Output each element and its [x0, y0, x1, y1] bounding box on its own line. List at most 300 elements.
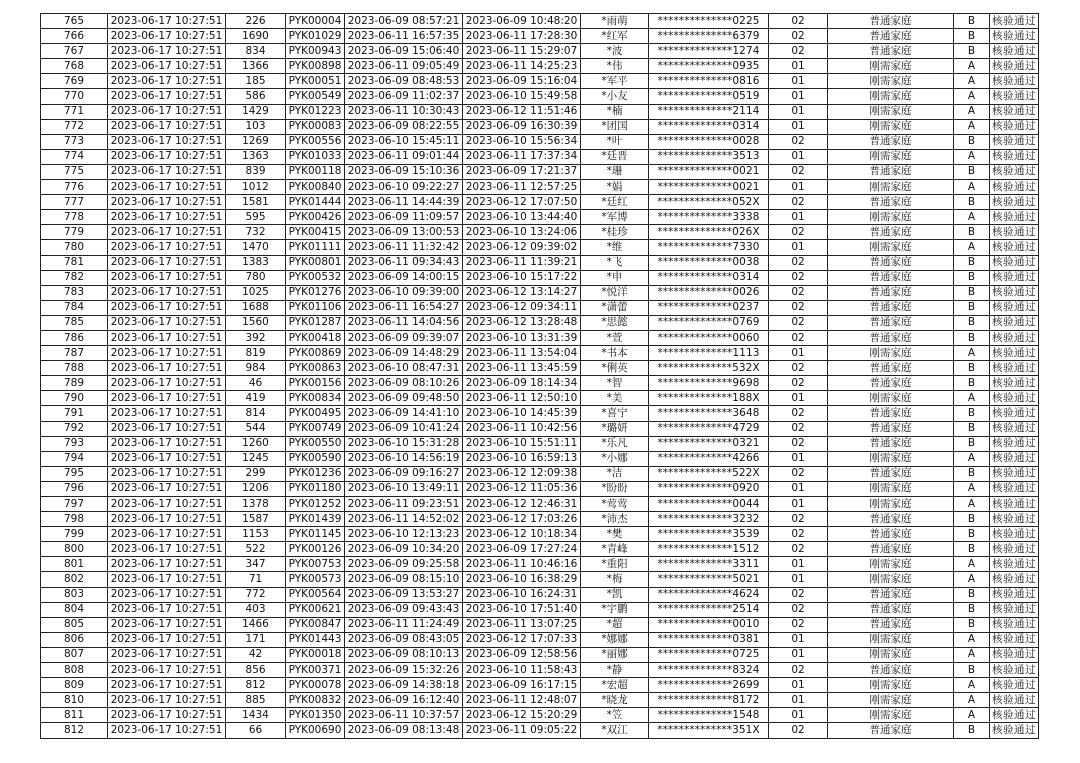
category-cell: 普通家庭	[828, 723, 954, 738]
id-number-cell: **************2114	[649, 104, 769, 119]
id-number-cell: **************3311	[649, 557, 769, 572]
type-code-cell: 02	[769, 436, 828, 451]
seq-cell: 789	[41, 376, 108, 391]
start-time-cell: 2023-06-09 13:53:27	[345, 587, 463, 602]
table-row	[41, 436, 1039, 451]
name-cell: *丽娜	[581, 647, 649, 662]
code-cell: PYK01180	[286, 481, 345, 496]
grade-cell: B	[954, 587, 990, 602]
type-code-cell: 01	[769, 74, 828, 89]
category-cell: 普通家庭	[828, 466, 954, 481]
end-time-cell: 2023-06-12 15:20:29	[463, 708, 581, 723]
apply-time-cell: 2023-06-17 10:27:51	[108, 708, 226, 723]
name-cell: *悦洋	[581, 285, 649, 300]
grade-cell: B	[954, 361, 990, 376]
grade-cell: A	[954, 647, 990, 662]
name-cell: *楠	[581, 104, 649, 119]
score-cell: 984	[226, 361, 286, 376]
grade-cell: A	[954, 119, 990, 134]
code-cell: PYK01443	[286, 632, 345, 647]
name-cell: *俐英	[581, 361, 649, 376]
score-cell: 772	[226, 587, 286, 602]
end-time-cell: 2023-06-11 12:57:25	[463, 180, 581, 195]
end-time-cell: 2023-06-11 12:48:07	[463, 693, 581, 708]
table-row	[41, 587, 1039, 602]
document-sheet	[40, 13, 1038, 739]
seq-cell: 781	[41, 255, 108, 270]
table-row	[41, 663, 1039, 678]
code-cell: PYK00749	[286, 421, 345, 436]
seq-cell: 765	[41, 14, 108, 29]
category-cell: 刚需家庭	[828, 391, 954, 406]
type-code-cell: 01	[769, 59, 828, 74]
grade-cell: A	[954, 180, 990, 195]
grade-cell: B	[954, 466, 990, 481]
id-number-cell: **************6379	[649, 29, 769, 44]
table-row	[41, 104, 1039, 119]
type-code-cell: 01	[769, 451, 828, 466]
id-number-cell: **************3539	[649, 527, 769, 542]
apply-time-cell: 2023-06-17 10:27:51	[108, 119, 226, 134]
start-time-cell: 2023-06-09 14:38:18	[345, 678, 463, 693]
type-code-cell: 02	[769, 527, 828, 542]
type-code-cell: 02	[769, 29, 828, 44]
name-cell: *静	[581, 663, 649, 678]
start-time-cell: 2023-06-11 14:52:02	[345, 512, 463, 527]
seq-cell: 787	[41, 346, 108, 361]
code-cell: PYK01111	[286, 240, 345, 255]
end-time-cell: 2023-06-10 16:24:31	[463, 587, 581, 602]
apply-time-cell: 2023-06-17 10:27:51	[108, 602, 226, 617]
name-cell: *美	[581, 391, 649, 406]
grade-cell: B	[954, 512, 990, 527]
end-time-cell: 2023-06-11 15:29:07	[463, 44, 581, 59]
name-cell: *盼盼	[581, 481, 649, 496]
code-cell: PYK01439	[286, 512, 345, 527]
code-cell: PYK00556	[286, 134, 345, 149]
start-time-cell: 2023-06-09 10:34:20	[345, 542, 463, 557]
code-cell: PYK00126	[286, 542, 345, 557]
category-cell: 普通家庭	[828, 285, 954, 300]
code-cell: PYK00801	[286, 255, 345, 270]
start-time-cell: 2023-06-11 11:32:42	[345, 240, 463, 255]
category-cell: 普通家庭	[828, 527, 954, 542]
grade-cell: B	[954, 617, 990, 632]
table-row	[41, 180, 1039, 195]
apply-time-cell: 2023-06-17 10:27:51	[108, 59, 226, 74]
status-cell: 核验通过	[990, 451, 1039, 466]
start-time-cell: 2023-06-09 08:57:21	[345, 14, 463, 29]
end-time-cell: 2023-06-10 16:38:29	[463, 572, 581, 587]
table-row	[41, 270, 1039, 285]
apply-time-cell: 2023-06-17 10:27:51	[108, 723, 226, 738]
seq-cell: 778	[41, 210, 108, 225]
end-time-cell: 2023-06-10 13:24:06	[463, 225, 581, 240]
type-code-cell: 02	[769, 225, 828, 240]
start-time-cell: 2023-06-11 10:30:43	[345, 104, 463, 119]
id-number-cell: **************0026	[649, 285, 769, 300]
code-cell: PYK00869	[286, 346, 345, 361]
score-cell: 839	[226, 164, 286, 179]
grade-cell: A	[954, 59, 990, 74]
name-cell: *团国	[581, 119, 649, 134]
grade-cell: B	[954, 300, 990, 315]
score-cell: 347	[226, 557, 286, 572]
end-time-cell: 2023-06-11 13:45:59	[463, 361, 581, 376]
status-cell: 核验通过	[990, 602, 1039, 617]
id-number-cell: **************1274	[649, 44, 769, 59]
id-number-cell: **************0028	[649, 134, 769, 149]
category-cell: 普通家庭	[828, 270, 954, 285]
score-cell: 1206	[226, 481, 286, 496]
id-number-cell: **************0314	[649, 119, 769, 134]
table-row	[41, 376, 1039, 391]
end-time-cell: 2023-06-12 09:34:11	[463, 300, 581, 315]
seq-cell: 773	[41, 134, 108, 149]
type-code-cell: 02	[769, 587, 828, 602]
id-number-cell: **************522X	[649, 466, 769, 481]
id-number-cell: **************532X	[649, 361, 769, 376]
category-cell: 刚需家庭	[828, 451, 954, 466]
apply-time-cell: 2023-06-17 10:27:51	[108, 300, 226, 315]
category-cell: 普通家庭	[828, 164, 954, 179]
id-number-cell: **************4624	[649, 587, 769, 602]
category-cell: 刚需家庭	[828, 481, 954, 496]
apply-time-cell: 2023-06-17 10:27:51	[108, 315, 226, 330]
table-row	[41, 466, 1039, 481]
status-cell: 核验通过	[990, 225, 1039, 240]
name-cell: *喜宁	[581, 406, 649, 421]
name-cell: *青峰	[581, 542, 649, 557]
table-row	[41, 195, 1039, 210]
table-row	[41, 255, 1039, 270]
seq-cell: 794	[41, 451, 108, 466]
code-cell: PYK00834	[286, 391, 345, 406]
id-number-cell: **************4266	[649, 451, 769, 466]
apply-time-cell: 2023-06-17 10:27:51	[108, 436, 226, 451]
table-row	[41, 481, 1039, 496]
name-cell: *思懿	[581, 315, 649, 330]
name-cell: *宇鹏	[581, 602, 649, 617]
type-code-cell: 02	[769, 330, 828, 345]
category-cell: 普通家庭	[828, 300, 954, 315]
category-cell: 普通家庭	[828, 436, 954, 451]
type-code-cell: 02	[769, 723, 828, 738]
start-time-cell: 2023-06-11 11:24:49	[345, 617, 463, 632]
status-cell: 核验通过	[990, 466, 1039, 481]
start-time-cell: 2023-06-11 16:57:35	[345, 29, 463, 44]
grade-cell: B	[954, 285, 990, 300]
category-cell: 刚需家庭	[828, 119, 954, 134]
apply-time-cell: 2023-06-17 10:27:51	[108, 678, 226, 693]
type-code-cell: 02	[769, 466, 828, 481]
type-code-cell: 01	[769, 180, 828, 195]
status-cell: 核验通过	[990, 74, 1039, 89]
table-row	[41, 421, 1039, 436]
id-number-cell: **************3513	[649, 149, 769, 164]
end-time-cell: 2023-06-12 12:46:31	[463, 497, 581, 512]
id-number-cell: **************3648	[649, 406, 769, 421]
code-cell: PYK00753	[286, 557, 345, 572]
code-cell: PYK00371	[286, 663, 345, 678]
id-number-cell: **************0225	[649, 14, 769, 29]
name-cell: *雨萌	[581, 14, 649, 29]
status-cell: 核验通过	[990, 14, 1039, 29]
code-cell: PYK01444	[286, 195, 345, 210]
records-table	[40, 13, 1039, 739]
end-time-cell: 2023-06-10 15:49:58	[463, 89, 581, 104]
id-number-cell: **************0519	[649, 89, 769, 104]
name-cell: *智	[581, 376, 649, 391]
id-number-cell: **************0044	[649, 497, 769, 512]
start-time-cell: 2023-06-11 09:23:51	[345, 497, 463, 512]
apply-time-cell: 2023-06-17 10:27:51	[108, 225, 226, 240]
category-cell: 普通家庭	[828, 542, 954, 557]
seq-cell: 775	[41, 164, 108, 179]
type-code-cell: 01	[769, 497, 828, 512]
score-cell: 586	[226, 89, 286, 104]
end-time-cell: 2023-06-09 18:14:34	[463, 376, 581, 391]
type-code-cell: 02	[769, 14, 828, 29]
end-time-cell: 2023-06-11 12:50:10	[463, 391, 581, 406]
category-cell: 刚需家庭	[828, 240, 954, 255]
seq-cell: 792	[41, 421, 108, 436]
code-cell: PYK00564	[286, 587, 345, 602]
score-cell: 732	[226, 225, 286, 240]
code-cell: PYK00590	[286, 451, 345, 466]
type-code-cell: 02	[769, 542, 828, 557]
name-cell: *璐妍	[581, 421, 649, 436]
seq-cell: 770	[41, 89, 108, 104]
apply-time-cell: 2023-06-17 10:27:51	[108, 572, 226, 587]
apply-time-cell: 2023-06-17 10:27:51	[108, 391, 226, 406]
score-cell: 1378	[226, 497, 286, 512]
id-number-cell: **************2699	[649, 678, 769, 693]
seq-cell: 790	[41, 391, 108, 406]
end-time-cell: 2023-06-10 16:59:13	[463, 451, 581, 466]
name-cell: *小友	[581, 89, 649, 104]
seq-cell: 791	[41, 406, 108, 421]
apply-time-cell: 2023-06-17 10:27:51	[108, 195, 226, 210]
table-row	[41, 210, 1039, 225]
table-row	[41, 149, 1039, 164]
code-cell: PYK00018	[286, 647, 345, 662]
code-cell: PYK00621	[286, 602, 345, 617]
apply-time-cell: 2023-06-17 10:27:51	[108, 632, 226, 647]
apply-time-cell: 2023-06-17 10:27:51	[108, 149, 226, 164]
start-time-cell: 2023-06-09 14:00:15	[345, 270, 463, 285]
seq-cell: 782	[41, 270, 108, 285]
code-cell: PYK00832	[286, 693, 345, 708]
name-cell: *军平	[581, 74, 649, 89]
status-cell: 核验通过	[990, 104, 1039, 119]
code-cell: PYK00418	[286, 330, 345, 345]
id-number-cell: **************0769	[649, 315, 769, 330]
start-time-cell: 2023-06-11 14:44:39	[345, 195, 463, 210]
seq-cell: 767	[41, 44, 108, 59]
table-row	[41, 708, 1039, 723]
score-cell: 1383	[226, 255, 286, 270]
category-cell: 刚需家庭	[828, 632, 954, 647]
status-cell: 核验通过	[990, 512, 1039, 527]
score-cell: 1429	[226, 104, 286, 119]
start-time-cell: 2023-06-09 15:32:26	[345, 663, 463, 678]
id-number-cell: **************0038	[649, 255, 769, 270]
table-row	[41, 14, 1039, 29]
id-number-cell: **************2514	[649, 602, 769, 617]
status-cell: 核验通过	[990, 270, 1039, 285]
name-cell: *莺莺	[581, 497, 649, 512]
type-code-cell: 02	[769, 255, 828, 270]
grade-cell: B	[954, 330, 990, 345]
status-cell: 核验通过	[990, 180, 1039, 195]
grade-cell: A	[954, 240, 990, 255]
end-time-cell: 2023-06-11 13:54:04	[463, 346, 581, 361]
type-code-cell: 02	[769, 406, 828, 421]
code-cell: PYK00863	[286, 361, 345, 376]
status-cell: 核验通过	[990, 149, 1039, 164]
id-number-cell: **************052X	[649, 195, 769, 210]
code-cell: PYK01252	[286, 497, 345, 512]
category-cell: 普通家庭	[828, 376, 954, 391]
end-time-cell: 2023-06-12 11:05:36	[463, 481, 581, 496]
id-number-cell: **************026X	[649, 225, 769, 240]
start-time-cell: 2023-06-09 08:10:26	[345, 376, 463, 391]
code-cell: PYK00156	[286, 376, 345, 391]
category-cell: 普通家庭	[828, 44, 954, 59]
start-time-cell: 2023-06-09 15:06:40	[345, 44, 463, 59]
type-code-cell: 02	[769, 421, 828, 436]
start-time-cell: 2023-06-11 09:01:44	[345, 149, 463, 164]
table-row	[41, 678, 1039, 693]
type-code-cell: 01	[769, 632, 828, 647]
code-cell: PYK00898	[286, 59, 345, 74]
id-number-cell: **************1512	[649, 542, 769, 557]
seq-cell: 772	[41, 119, 108, 134]
name-cell: *沛杰	[581, 512, 649, 527]
grade-cell: A	[954, 497, 990, 512]
name-cell: *乐凡	[581, 436, 649, 451]
start-time-cell: 2023-06-09 11:02:37	[345, 89, 463, 104]
score-cell: 71	[226, 572, 286, 587]
category-cell: 普通家庭	[828, 255, 954, 270]
end-time-cell: 2023-06-10 15:17:22	[463, 270, 581, 285]
name-cell: *重阳	[581, 557, 649, 572]
apply-time-cell: 2023-06-17 10:27:51	[108, 14, 226, 29]
seq-cell: 798	[41, 512, 108, 527]
table-row	[41, 300, 1039, 315]
start-time-cell: 2023-06-11 10:37:57	[345, 708, 463, 723]
id-number-cell: **************0021	[649, 164, 769, 179]
score-cell: 1466	[226, 617, 286, 632]
end-time-cell: 2023-06-09 15:16:04	[463, 74, 581, 89]
status-cell: 核验通过	[990, 376, 1039, 391]
seq-cell: 780	[41, 240, 108, 255]
code-cell: PYK00532	[286, 270, 345, 285]
status-cell: 核验通过	[990, 361, 1039, 376]
type-code-cell: 02	[769, 602, 828, 617]
category-cell: 普通家庭	[828, 421, 954, 436]
grade-cell: A	[954, 210, 990, 225]
id-number-cell: **************0060	[649, 330, 769, 345]
category-cell: 刚需家庭	[828, 693, 954, 708]
end-time-cell: 2023-06-09 16:30:39	[463, 119, 581, 134]
score-cell: 1269	[226, 134, 286, 149]
name-cell: *宏超	[581, 678, 649, 693]
name-cell: *廷晋	[581, 149, 649, 164]
category-cell: 普通家庭	[828, 406, 954, 421]
seq-cell: 807	[41, 647, 108, 662]
grade-cell: B	[954, 376, 990, 391]
name-cell: *娟	[581, 180, 649, 195]
name-cell: *书本	[581, 346, 649, 361]
type-code-cell: 02	[769, 134, 828, 149]
id-number-cell: **************9698	[649, 376, 769, 391]
apply-time-cell: 2023-06-17 10:27:51	[108, 376, 226, 391]
start-time-cell: 2023-06-09 08:48:53	[345, 74, 463, 89]
name-cell: *飞	[581, 255, 649, 270]
start-time-cell: 2023-06-11 14:04:56	[345, 315, 463, 330]
seq-cell: 810	[41, 693, 108, 708]
score-cell: 46	[226, 376, 286, 391]
grade-cell: A	[954, 346, 990, 361]
grade-cell: A	[954, 391, 990, 406]
table-row	[41, 693, 1039, 708]
status-cell: 核验通过	[990, 119, 1039, 134]
start-time-cell: 2023-06-09 10:41:24	[345, 421, 463, 436]
seq-cell: 786	[41, 330, 108, 345]
grade-cell: B	[954, 315, 990, 330]
code-cell: PYK00690	[286, 723, 345, 738]
score-cell: 419	[226, 391, 286, 406]
type-code-cell: 01	[769, 346, 828, 361]
type-code-cell: 01	[769, 210, 828, 225]
name-cell: *军博	[581, 210, 649, 225]
code-cell: PYK00495	[286, 406, 345, 421]
score-cell: 814	[226, 406, 286, 421]
end-time-cell: 2023-06-12 17:07:33	[463, 632, 581, 647]
end-time-cell: 2023-06-12 10:18:34	[463, 527, 581, 542]
status-cell: 核验通过	[990, 572, 1039, 587]
end-time-cell: 2023-06-10 13:31:39	[463, 330, 581, 345]
type-code-cell: 02	[769, 315, 828, 330]
category-cell: 普通家庭	[828, 587, 954, 602]
table-row	[41, 119, 1039, 134]
apply-time-cell: 2023-06-17 10:27:51	[108, 240, 226, 255]
score-cell: 403	[226, 602, 286, 617]
grade-cell: B	[954, 195, 990, 210]
seq-cell: 808	[41, 663, 108, 678]
start-time-cell: 2023-06-09 09:39:07	[345, 330, 463, 345]
table-row	[41, 134, 1039, 149]
apply-time-cell: 2023-06-17 10:27:51	[108, 647, 226, 662]
status-cell: 核验通过	[990, 164, 1039, 179]
start-time-cell: 2023-06-10 13:49:11	[345, 481, 463, 496]
id-number-cell: **************0237	[649, 300, 769, 315]
score-cell: 834	[226, 44, 286, 59]
category-cell: 刚需家庭	[828, 149, 954, 164]
id-number-cell: **************0381	[649, 632, 769, 647]
name-cell: *珊	[581, 164, 649, 179]
table-row	[41, 497, 1039, 512]
id-number-cell: **************3232	[649, 512, 769, 527]
name-cell: *双江	[581, 723, 649, 738]
status-cell: 核验通过	[990, 406, 1039, 421]
table-row	[41, 285, 1039, 300]
status-cell: 核验通过	[990, 89, 1039, 104]
code-cell: PYK00847	[286, 617, 345, 632]
grade-cell: A	[954, 693, 990, 708]
